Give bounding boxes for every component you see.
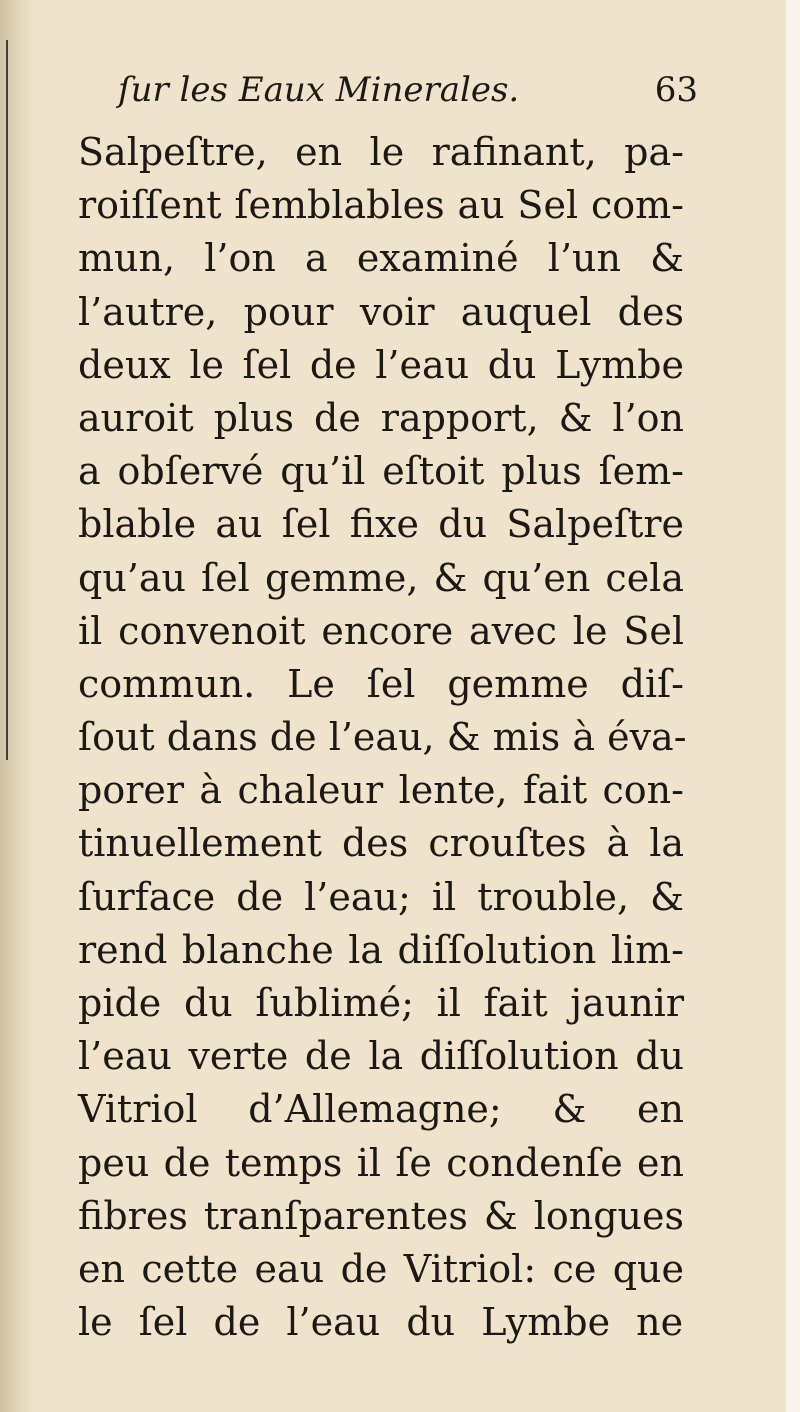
text-line: Salpeſtre, en le rafinant, pa- (78, 130, 684, 174)
text-line: blable au ſel fixe du Salpeſtre (78, 502, 684, 547)
text-line: le ſel de l’eau du Lymbe ne (78, 1300, 684, 1345)
text-line: mun, l’on a examiné l’un & (78, 236, 684, 281)
page-header (118, 70, 698, 122)
text-line: l’autre, pour voir auquel des (78, 289, 684, 334)
body-text (78, 126, 687, 1349)
text-line: tinuellement des crouſtes à la (78, 821, 684, 866)
text-line: Vitriol d’Allemagne; & en (78, 1087, 684, 1132)
text-line: il convenoit encore avec le Sel (78, 608, 684, 653)
running-title: ſur les Eaux Minerales. (118, 70, 520, 110)
text-line: deux le ſel de l’eau du Lymbe (78, 342, 684, 387)
page-number: 63 (654, 70, 698, 110)
text-line: l’eau verte de la diſſolution du (78, 1034, 684, 1079)
text-line: commun. Le ſel gemme diſ- (78, 661, 684, 706)
text-line: a obſervé qu’il eſtoit plus ſem- (78, 449, 684, 494)
text-line: porer à chaleur lente, fait con- (78, 768, 684, 813)
text-line: fibres tranſparentes & longues (78, 1193, 684, 1238)
text-line: roiſſent ſemblables au Sel com- (78, 183, 684, 228)
text-line: ſurface de l’eau; il trouble, & (78, 874, 684, 919)
page-margin-edge (786, 0, 800, 1412)
text-line: pide du ſublimé; il fait jaunir (78, 981, 684, 1025)
text-line: auroit plus de rapport, & l’on (78, 395, 684, 440)
binding-edge (6, 40, 8, 760)
text-line: rend blanche la diſſolution lim- (78, 927, 684, 972)
text-line: qu’au ſel gemme, & qu’en cela (78, 555, 684, 600)
text-line: ſout dans de l’eau, & mis à éva- (78, 715, 687, 760)
text-line: peu de temps il ſe condenſe en (78, 1140, 684, 1185)
text-line: en cette eau de Vitriol: ce que (78, 1246, 684, 1291)
